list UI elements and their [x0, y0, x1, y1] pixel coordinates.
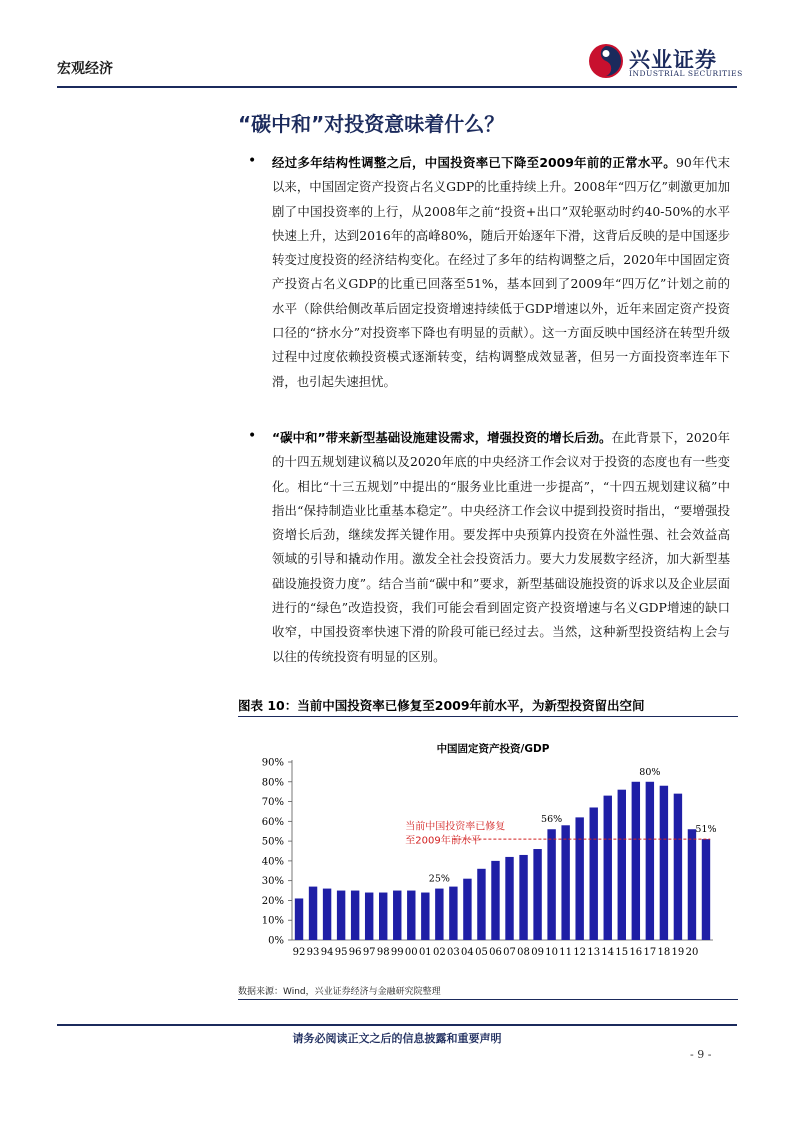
logo-mark-icon — [587, 42, 627, 82]
data-label: 25% — [428, 873, 450, 885]
bar-series — [295, 782, 710, 940]
bar — [365, 893, 373, 940]
y-tick-label: 80% — [261, 777, 284, 789]
x-tick-label: 99 — [390, 947, 404, 958]
bar — [632, 782, 640, 940]
y-tick-label: 30% — [261, 876, 284, 888]
x-tick-label: 06 — [489, 947, 502, 958]
y-tick-label: 70% — [261, 797, 284, 809]
x-tick-label: 08 — [517, 947, 530, 958]
x-tick-label: 96 — [348, 947, 362, 958]
logo-chinese-name: 兴业证券 — [629, 48, 717, 72]
annotation-text: 至2009年前水平 — [405, 835, 481, 847]
x-tick-label: 97 — [362, 947, 376, 958]
x-tick-label: 15 — [615, 947, 629, 958]
bar — [463, 879, 471, 940]
bar — [421, 893, 429, 940]
y-tick-label: 10% — [261, 915, 284, 927]
y-tick-label: 90% — [261, 757, 284, 769]
bar — [646, 782, 654, 940]
x-tick-label: 01 — [418, 947, 432, 958]
x-tick-label: 14 — [601, 947, 615, 958]
x-tick-label: 94 — [320, 947, 334, 958]
x-tick-label: 12 — [573, 947, 587, 958]
investment-gdp-bar-chart — [238, 735, 738, 980]
bar — [491, 861, 499, 940]
bar — [435, 889, 443, 940]
bar — [618, 790, 626, 940]
bar — [604, 796, 612, 940]
figure-source: 数据来源：Wind，兴业证券经济与金融研究院整理 — [238, 987, 441, 997]
x-tick-label: 07 — [503, 947, 516, 958]
paragraph-lead: 经过多年结构性调整之后，中国投资率已下降至2009年前的正常水平。 — [272, 155, 677, 170]
company-logo — [587, 42, 743, 82]
bar — [660, 786, 668, 940]
section-title: “碳中和”对投资意味着什么？ — [238, 112, 505, 136]
x-tick-label: 16 — [629, 947, 643, 958]
bar — [575, 817, 583, 940]
x-tick-label: 00 — [404, 947, 418, 958]
page-number: - 9 - — [690, 1048, 712, 1061]
bar — [547, 829, 555, 940]
bar — [295, 898, 303, 940]
bar — [519, 855, 527, 940]
y-tick-label: 60% — [261, 816, 284, 828]
x-tick-label: 09 — [531, 947, 544, 958]
x-tick-label: 18 — [657, 947, 671, 958]
header-divider — [57, 86, 737, 88]
logo-english-name: INDUSTRIAL SECURITIES — [629, 69, 743, 78]
figure-title: 图表 10：当前中国投资率已修复至2009年前水平，为新型投资留出空间 — [238, 696, 738, 717]
footer-disclaimer: 请务必阅读正文之后的信息披露和重要声明 — [292, 1032, 502, 1045]
y-tick-label: 0% — [268, 935, 284, 947]
bar — [449, 887, 457, 940]
bar — [323, 889, 331, 940]
data-label: 51% — [695, 824, 717, 836]
paragraph-body: 在此背景下，2020年的十四五规划建议稿以及2020年底的中央经济工作会议对于投资的态度也有一些变化。相比“十三五规划”中提出的“服务业比重进一步提高”，“十四五规划建议稿”中指出“保持制造业比重基本稳定”。中央经济工作会议中提到投资时指出，“要增强投资增长后劲，继续发挥关键作用。要发挥中央预算内投资在外溢性强、社会效益高领域的引导和撬动作用。激发全社会投资活力。要大力发展数字经济，加大新型基础设施投资力度”。结合当前“碳中和”要求，新型基础设施投资的诉求以及企业层面进行的“绿色”改造投资，我们可能会看到固定资产投资增速与名义GDP增速的缺口收窄，中国投资率快速下滑的阶段可能已经过去。当然，这种新型投资结构上会与以往的传统投资有明显的区别。 — [272, 430, 730, 664]
y-tick-label: 20% — [261, 895, 284, 907]
bullet-icon: • — [248, 153, 257, 169]
x-tick-label: 03 — [447, 947, 460, 958]
bar — [505, 857, 513, 940]
bullet-icon: • — [248, 428, 257, 444]
annotation-text: 当前中国投资率已修复 — [405, 821, 506, 833]
bar — [702, 839, 710, 940]
figure-bottom-divider — [238, 999, 738, 1000]
paragraph-lead: “碳中和”带来新型基础设施建设需求，增强投资的增长后劲。 — [272, 430, 612, 445]
paragraph-investment-rate — [272, 151, 730, 394]
bar — [407, 891, 415, 940]
chart-title: 中国固定资产投资/GDP — [436, 743, 550, 755]
bar — [351, 891, 359, 940]
x-tick-label: 17 — [643, 947, 657, 958]
data-label: 56% — [541, 814, 563, 826]
footer-divider — [57, 1024, 737, 1026]
bar — [477, 869, 485, 940]
paragraph-carbon-neutral — [272, 426, 730, 669]
bar — [674, 794, 682, 940]
x-tick-label: 98 — [376, 947, 390, 958]
header-section-label: 宏观经济 — [57, 61, 113, 77]
y-tick-label: 50% — [261, 836, 284, 848]
x-tick-label: 19 — [671, 947, 685, 958]
bar — [533, 849, 541, 940]
y-tick-label: 40% — [261, 856, 284, 868]
bar — [590, 807, 598, 940]
bar — [561, 825, 569, 940]
x-tick-label: 93 — [306, 947, 320, 958]
bar — [688, 829, 696, 940]
bar — [379, 893, 387, 940]
bar — [309, 887, 317, 940]
x-tick-label: 11 — [559, 947, 573, 958]
x-tick-label: 05 — [475, 947, 488, 958]
x-tick-label: 10 — [545, 947, 558, 958]
paragraph-body: 90年代末以来，中国固定资产投资占名义GDP的比重持续上升。2008年“四万亿”刺激更加加剧了中国投资率的上行，从2008年之前“投资+出口”双轮驱动时约40-50%的水平快速上升，达到2016年的高峰80%，随后开始逐年下滑，这背后反映的是中国逐步转变过度投资的经济结构变化。在经过了多年的结构调整之后，2020年中国固定资产投资占名义GDP的比重已回落至51%，基本回到了2009年“四万亿”计划之前的水平（除供给侧改革后固定投资增速持续低于GDP增速以外，近年来固定资产投资口径的“挤水分”对投资率下降也有明显的贡献）。这一方面反映中国经济在转型升级过程中过度依赖投资模式逐渐转变，结构调整成效显著，但另一方面投资率连年下滑，也引起失速担忧。 — [272, 155, 730, 389]
x-tick-label: 13 — [587, 947, 601, 958]
x-axis-labels — [293, 947, 699, 958]
x-tick-label: 20 — [685, 947, 699, 958]
bar — [337, 891, 345, 940]
x-tick-label: 92 — [292, 947, 306, 958]
x-tick-label: 95 — [334, 947, 348, 958]
bar — [393, 891, 401, 940]
x-tick-label: 04 — [461, 947, 474, 958]
data-label: 80% — [639, 766, 661, 778]
x-tick-label: 02 — [432, 947, 446, 958]
